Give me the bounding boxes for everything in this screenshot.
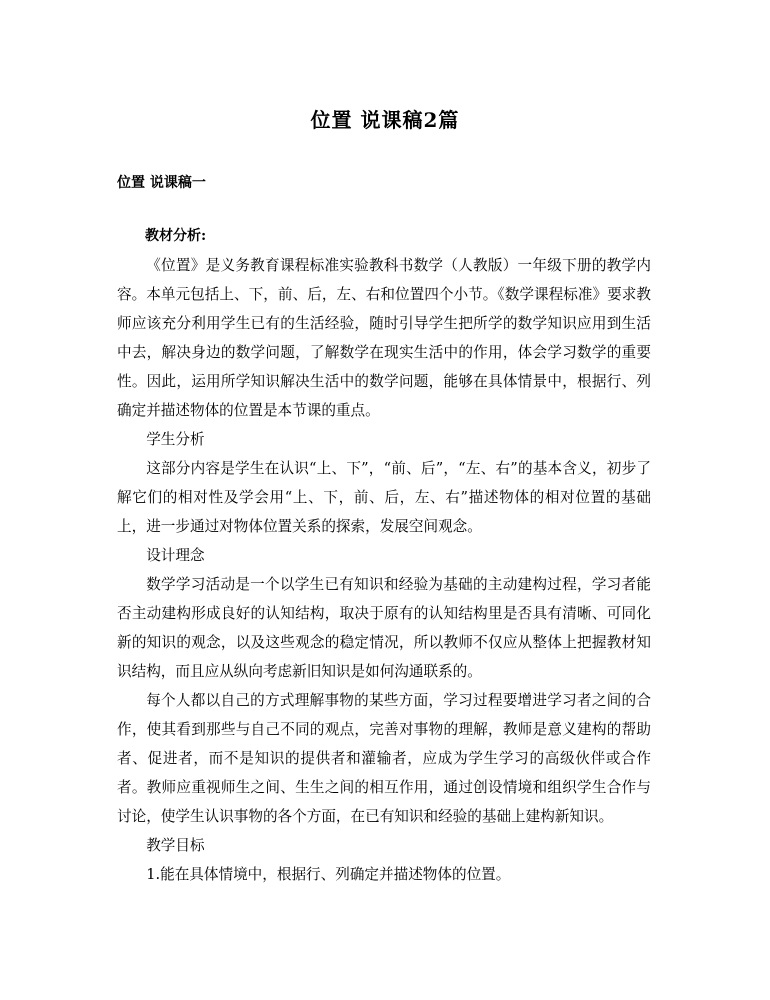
document-title: 位置 说课稿2篇: [310, 108, 460, 132]
paragraph-design-2: 每个人都以自己的方式理解事物的某些方面，学习过程要增进学习者之间的合作，使其看到那些与自己不同的观点，完善对事物的理解，教师是意义建构的帮助者、促进者，而不是知识的提供者和灌输者，应成为学生学习的高级伙伴或合作者。教师应重视师生之间、生生之间的相互作用，通过创设情境和组织学生合作与讨论，使学生认识事物的各个方面，在已有知识和经验的基础上建构新知识。: [117, 692, 651, 825]
section-heading-design: 设计理念: [146, 547, 205, 564]
paragraph-students: 这部分内容是学生在认识“上、下”，“前、后”，“左、右”的基本含义，初步了解它们的相对性及学会用“上、下，前、后，左、右”描述物体的相对位置的基础上，进一步通过对物体位置关系的探索，发展空间观念。: [117, 460, 651, 535]
paragraph-design-1: 数学学习活动是一个以学生已有知识和经验为基础的主动建构过程，学习者能否主动建构形成良好的认知结构，取决于原有的认知结构里是否具有清晰、可同化新的知识的观念，以及这些观念的稳定情况，所以教师不仅应从整体上把握教材知识结构，而且应从纵向考虑新旧知识是如何沟通联系的。: [117, 576, 651, 680]
paragraph-materials: 《位置》是义务教育课程标准实验教科书数学（人教版）一年级下册的教学内容。本单元包括上、下，前、后，左、右和位置四个小节。《数学课程标准》要求教师应该充分利用学生已有的生活经验，随时引导学生把所学的数学知识应用到生活中去，解决身边的数学问题，了解数学在现实生活中的作用，体会学习数学的重要性。因此，运用所学知识解决生活中的数学问题，能够在具体情景中，根据行、列确定并描述物体的位置是本节课的重点。: [117, 257, 651, 419]
document-body: [117, 222, 651, 889]
section-heading-students: 学生分析: [146, 431, 205, 448]
section-heading-goals: 教学目标: [146, 837, 205, 854]
document-subtitle: 位置 说课稿一: [117, 175, 206, 191]
section-heading-materials: 教材分析:: [145, 228, 207, 244]
goal-item-1: 1.能在具体情境中，根据行、列确定并描述物体的位置。: [146, 866, 511, 883]
